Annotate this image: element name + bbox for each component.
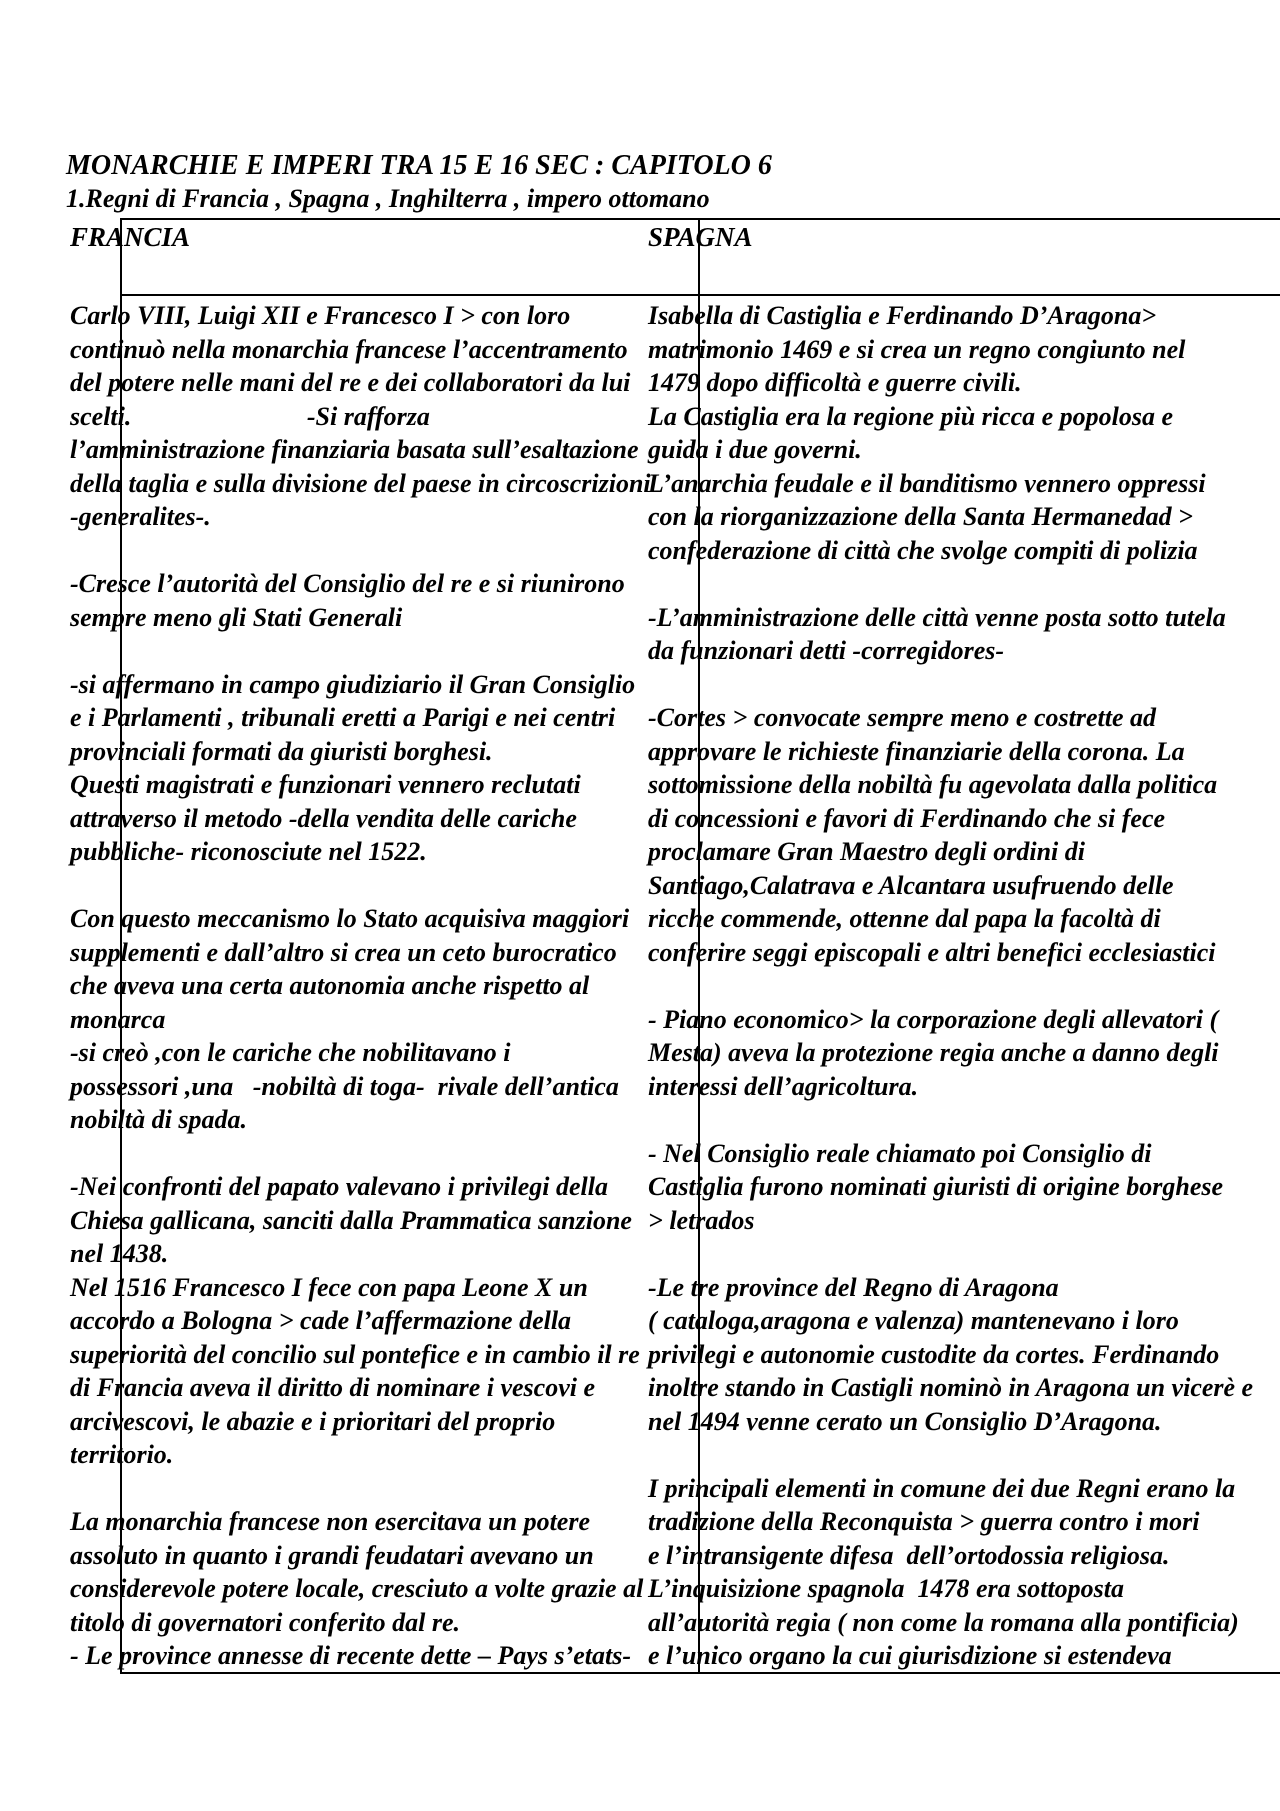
text-line: che aveva una certa autonomia anche rispetto al (70, 971, 590, 1000)
text-line: assoluto in quanto i grandi feudatari avevano un (70, 1540, 594, 1570)
text-line (648, 567, 1253, 601)
text-line: sempre meno gli Stati Generali (70, 602, 403, 632)
text-line: monarca (70, 1004, 166, 1034)
text-line (648, 969, 1253, 1003)
text-line: Santiago,Calatrava e Alcantara usufruendo delle (648, 870, 1174, 900)
text-line: > letrados (648, 1205, 755, 1235)
text-line: ( cataloga,aragona e valenza) mantenevano i loro (648, 1306, 1179, 1335)
text-line: pubbliche- riconosciute nel 1522. (70, 837, 427, 866)
text-line: Castiglia furono nominati giuristi di origine borghese (648, 1172, 1224, 1201)
text-line: Nel 1516 Francesco I fece con papa Leone X un (70, 1272, 588, 1302)
text-line: di concessioni e favori di Ferdinando che si fece (648, 803, 1166, 833)
text-line (70, 1472, 651, 1506)
text-line: e l’unico organo la cui giurisdizione si estendeva (648, 1641, 1172, 1670)
text-line: di Francia aveva il diritto di nominare i vescovi e (70, 1373, 596, 1402)
text-line: e l’intransigente difesa dell’ortodossia religiosa. (648, 1540, 1170, 1570)
text-line: confederazione di città che svolge compiti di polizia (648, 535, 1198, 565)
text-line: La monarchia francese non esercitava un potere (70, 1507, 590, 1536)
text-line: -generalites-. (70, 502, 211, 531)
text-line: -Le tre province del Regno di Aragona (648, 1272, 1059, 1302)
text-line: guida i due governi. (648, 435, 862, 464)
text-line (70, 634, 651, 668)
text-line: interessi dell’agricoltura. (648, 1071, 919, 1101)
text-line: - Nel Consiglio reale chiamato poi Consiglio di (648, 1138, 1152, 1168)
text-line: Carlo VIII, Luigi XII e Francesco I > con loro (70, 301, 571, 330)
text-line: -si affermano in campo giudiziario il Gran Consiglio (70, 669, 636, 699)
text-line: inoltre stando in Castigli nominò in Aragona un vicerè e (648, 1373, 1254, 1402)
text-line: l’amministrazione finanziaria basata sull’esaltazione (70, 435, 639, 464)
text-line: all’autorità regia ( non come la romana alla pontificia) (648, 1607, 1239, 1637)
text-line: da funzionari detti -corregidores- (648, 636, 1005, 665)
text-line: supplementi e dall’altro si crea un ceto burocratico (70, 937, 617, 967)
text-line: considerevole potere locale, cresciuto a volte grazie al (70, 1574, 644, 1603)
text-line (648, 668, 1253, 702)
text-line: del potere nelle mani del re e dei collaboratori da lui (70, 368, 631, 397)
text-line: privilegi e autonomie custodite da cortes. Ferdinando (648, 1339, 1220, 1369)
text-line: nel 1494 venne cerato un Consiglio D’Aragona. (648, 1406, 1162, 1436)
text-line: -Nei confronti del papato valevano i privilegi della (70, 1172, 608, 1201)
text-line: attraverso il metodo -della vendita delle cariche (70, 803, 577, 833)
text-line: nel 1438. (70, 1239, 169, 1268)
text-line: superiorità del concilio sul pontefice e in cambio il re (70, 1339, 640, 1369)
text-line: Isabella di Castiglia e Ferdinando D’Aragona> (648, 301, 1157, 330)
text-line: - Piano economico> la corporazione degli allevatori ( (648, 1004, 1219, 1034)
text-line: territorio. (70, 1440, 174, 1469)
text-line: 1479 dopo difficoltà e guerre civili. (648, 368, 1022, 397)
text-line: della taglia e sulla divisione del paese in circoscrizioni (70, 468, 651, 498)
text-line: Mesta) aveva la protezione regia anche a danno degli (648, 1038, 1219, 1067)
text-line: -L’amministrazione delle città venne posta sotto tutela (648, 602, 1226, 632)
text-line: possessori ,una -nobiltà di toga- rivale dell’antica (70, 1071, 619, 1101)
text-line (70, 534, 651, 568)
text-line: tradizione della Reconquista > guerra contro i mori (648, 1507, 1200, 1536)
text-line: Con questo meccanismo lo Stato acquisiva maggiori (70, 904, 630, 933)
header-row-rule (120, 294, 1280, 296)
text-line: titolo di governatori conferito dal re. (70, 1607, 460, 1637)
text-line: ricche commende, ottenne dal papa la facoltà di (648, 904, 1161, 933)
text-line: arcivescovi, le abazie e i prioritari del proprio (70, 1406, 556, 1436)
text-line: provinciali formati da giuristi borghesi. (70, 736, 493, 766)
text-line: proclamare Gran Maestro degli ordini di (648, 837, 1085, 866)
text-line: con la riorganizzazione della Santa Hermanedad > (648, 502, 1193, 531)
text-line: accordo a Bologna > cade l’affermazione della (70, 1306, 572, 1335)
text-line: conferire seggi episcopali e altri benefici ecclesiastici (648, 937, 1216, 967)
text-line (70, 1137, 651, 1171)
text-line: sottomissione della nobiltà fu agevolata dalla politica (648, 770, 1218, 799)
document-title: MONARCHIE E IMPERI TRA 15 E 16 SEC : CAPITOLO 6 (66, 150, 772, 181)
text-line: Chiesa gallicana, sanciti dalla Prammatica sanzione (70, 1205, 632, 1235)
text-line: matrimonio 1469 e si crea un regno congiunto nel (648, 334, 1186, 364)
text-line: L’anarchia feudale e il banditismo vennero oppressi (648, 468, 1206, 498)
text-line: -Cresce l’autorità del Consiglio del re e si riunirono (70, 569, 625, 598)
document-subtitle: 1.Regni di Francia , Spagna , Inghilterra , impero ottomano (66, 184, 710, 213)
text-line: approvare le richieste finanziarie della corona. La (648, 736, 1185, 766)
text-line (648, 1103, 1253, 1137)
text-line: scelti. -Si rafforza (70, 401, 430, 431)
text-line: -Cortes > convocate sempre meno e costrette ad (648, 703, 1156, 732)
text-line: nobiltà di spada. (70, 1105, 247, 1134)
text-line (648, 1438, 1253, 1472)
text-line: -si creò ,con le cariche che nobilitavano i (70, 1038, 511, 1067)
column-text-francia (70, 299, 651, 1673)
text-line: e i Parlamenti , tribunali eretti a Parigi e nei centri (70, 703, 616, 732)
column-heading-spagna: SPAGNA (648, 222, 753, 252)
text-line (70, 869, 651, 903)
text-line: Questi magistrati e funzionari vennero reclutati (70, 770, 581, 799)
text-line: La Castiglia era la regione più ricca e popolosa e (648, 401, 1174, 431)
column-text-spagna (648, 299, 1253, 1673)
text-line: L’inquisizione spagnola 1478 era sottoposta (648, 1574, 1125, 1603)
column-heading-francia: FRANCIA (70, 222, 191, 252)
text-line: - Le province annesse di recente dette – Pays s’etats- (70, 1641, 632, 1670)
text-line (648, 1237, 1253, 1271)
text-line: I principali elementi in comune dei due Regni erano la (648, 1473, 1236, 1503)
text-line: continuò nella monarchia francese l’accentramento (70, 334, 628, 364)
